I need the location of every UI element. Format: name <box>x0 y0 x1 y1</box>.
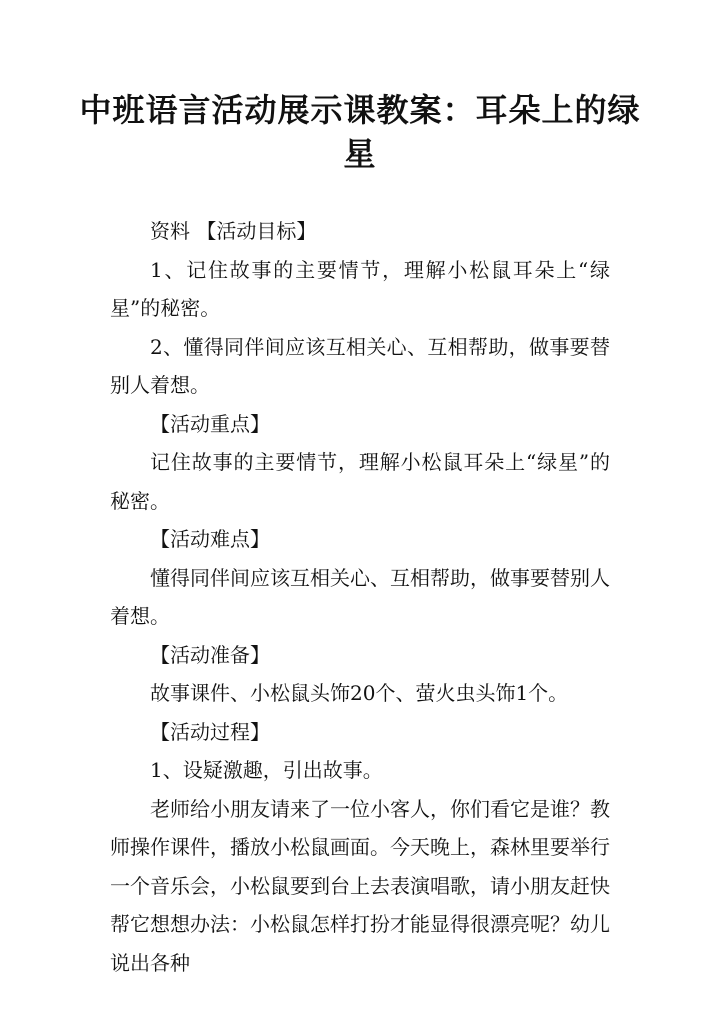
section-heading-key-points: 【活动重点】 <box>150 411 270 436</box>
difficulties-text: 懂得同伴间应该互相关心、互相帮助，做事要替别人着想。 <box>110 565 610 628</box>
goal-item-2: 2、懂得同伴间应该互相关心、互相帮助，做事要替别人着想。 <box>110 334 610 397</box>
title-line-1: 中班语言活动展示课教案：耳朵上的绿 <box>79 91 641 129</box>
process-step-1-text: 老师给小朋友请来了一位小客人，你们看它是谁？教师操作课件，播放小松鼠画面。今天晚上，森林里要举行一个音乐会，小松鼠要到台上去表演唱歌，请小朋友赶快帮它想想办法：小松鼠怎样打扮才能显得很漂亮呢？幼儿说出各种 <box>110 796 610 975</box>
preparation-text: 故事课件、小松鼠头饰20个、萤火虫头饰1个。 <box>150 681 569 705</box>
title-line-2: 星 <box>343 135 377 173</box>
document-body <box>110 212 610 982</box>
key-points-text: 记住故事的主要情节，理解小松鼠耳朵上“绿星”的秘密。 <box>110 450 610 513</box>
section-heading-difficulties: 【活动难点】 <box>150 527 270 551</box>
goal-item-1: 1、记住故事的主要情节，理解小松鼠耳朵上“绿星”的秘密。 <box>110 257 610 320</box>
document-title <box>0 88 720 176</box>
section-heading-process: 【活动过程】 <box>150 719 270 744</box>
section-heading-preparation: 【活动准备】 <box>150 642 270 667</box>
section-heading-goals: 资料 【活动目标】 <box>150 219 317 243</box>
process-step-1: 1、设疑激趣，引出故事。 <box>150 758 383 782</box>
